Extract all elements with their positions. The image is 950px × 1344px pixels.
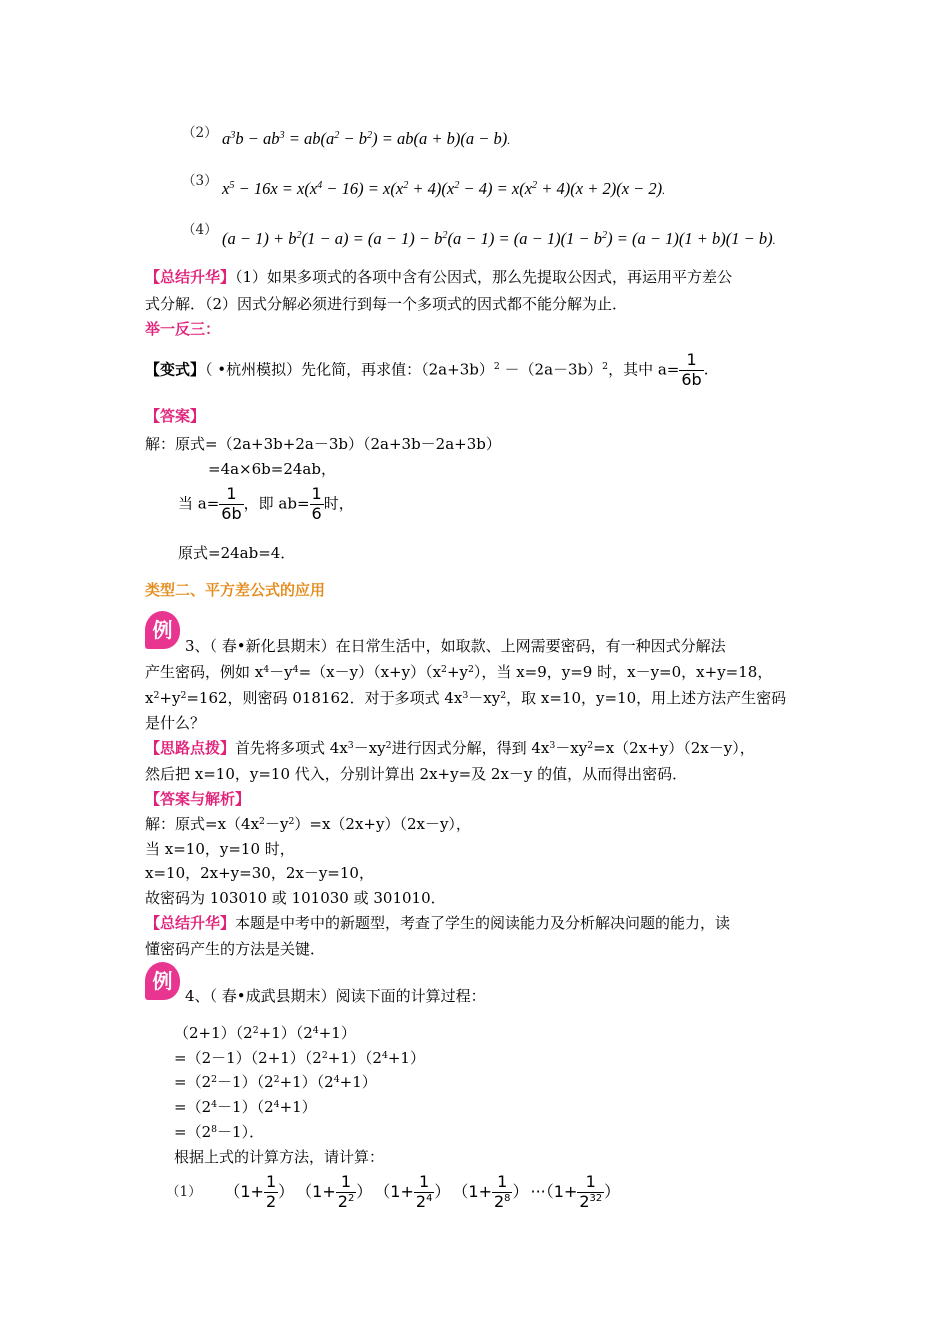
calc-line-5: $=(2^8-1)$． <box>174 1123 265 1141</box>
fraction: $\frac{1}{6b}$ <box>681 350 702 389</box>
summary-2-line-2: 懂密码产生的方法是关键． <box>145 940 326 958</box>
question-1 <box>166 1174 630 1211</box>
analysis-line-3: x=10，2x+y=30，2x－y=10， <box>145 864 374 882</box>
example-3 <box>182 173 218 189</box>
product-term: （1+ $\frac{1}{2^4}$ ） <box>382 1172 451 1211</box>
fraction: $\frac{1}{2^4}$ <box>415 1172 433 1211</box>
example-badge-icon: 例 <box>145 962 180 1000</box>
fraction: $\frac{1}{2^2}$ <box>337 1172 355 1211</box>
answer-line-3: 当 a= $\frac{1}{6b}$ ，即 ab= $\frac{1}{6}$ 时， <box>178 484 354 523</box>
calc-line-3: $=(2^2-1)(2^2+1)(2^4+1)$ <box>174 1073 377 1091</box>
analysis-line-1: 解：原式$=x(4x^2-y^2)=x(2x+y)(2x-y)$， <box>145 815 471 833</box>
calc-line-2: $=(2-1)(2+1)(2^2+1)(2^4+1)$ <box>174 1049 425 1067</box>
example-3-line-3: $x^2+y^2=162$，则密码 018162．对于多项式 $4x^3-xy^2$，取 x=10，y=10，用上述方法产生密码 <box>145 689 787 707</box>
summary-1-line-2: 式分解．（2）因式分解必须进行到每一个多项式的因式都不能分解为止． <box>145 295 628 313</box>
fraction: $\frac{1}{6}$ <box>311 484 322 523</box>
analysis-line-2: 当 x=10，y=10 时， <box>145 840 295 858</box>
fraction: $\frac{1}{2}$ <box>265 1172 277 1211</box>
formula-3: $x^5 - 16x = x(x^4 - 16) = x(x^2 + 4)(x^2 - 4) = x(x^2 + 4)(x + 2)(x - 2)$. <box>222 179 666 198</box>
summary-label: 【总结升华】 <box>145 268 236 286</box>
example-3-line-4: 是什么？ <box>145 714 206 732</box>
item-number: （4） <box>182 222 218 238</box>
fraction: $\frac{1}{2^{32}}$ <box>579 1172 603 1211</box>
answer-line-1: 解：原式=（2a+3b+2a－3b）（2a+3b－2a+3b） <box>145 435 501 453</box>
example-3-line-2: 产生密码，例如 $x^4-y^4=(x-y)(x+y)(x^2+y^2)$，当 x=9，y=9 时，x－y=0，x+y=18， <box>145 663 773 681</box>
hint-line-1: 【思路点拨】首先将多项式 $4x^3-xy^2$进行因式分解，得到 $4x^3-xy^2=x(2x+y)(2x-y)$， <box>145 739 755 757</box>
calc-line-4: $=(2^4-1)(2^4+1)$ <box>174 1098 317 1116</box>
juyifansan-heading: 举一反三： <box>145 320 221 338</box>
item-number: （3） <box>182 173 218 189</box>
fraction: $\frac{1}{6b}$ <box>221 484 242 523</box>
variant-label: 【变式】 <box>145 360 206 379</box>
hint-label: 【思路点拨】 <box>145 739 236 757</box>
example-4-formula <box>182 222 218 238</box>
question-1-terms <box>224 1172 630 1211</box>
example-badge-icon: 例 <box>145 611 180 649</box>
example-2 <box>182 125 218 141</box>
summary-1-line-1: 【总结升华】（1）如果多项式的各项中含有公因式，那么先提取公因式，再运用平方差公 <box>145 268 733 286</box>
product-term: （1+ $\frac{1}{2^8}$ ） <box>460 1172 521 1211</box>
answer-line-2: =4a×6b=24ab， <box>208 460 336 478</box>
analysis-label: 【答案与解析】 <box>145 790 251 808</box>
answer-label: 【答案】 <box>145 407 206 425</box>
variant-line: 【变式】（ •杭州模拟）先化简，再求值：$(2a+3b)^2 -(2a-3b)^2$，其中 a= $\frac{1}{6b}$ . <box>145 350 709 389</box>
example-4-line-1: 4、（ 春•成武县期末）阅读下面的计算过程： <box>185 987 486 1005</box>
formula-4: $(a - 1) + b^2(1 - a) = (a - 1) - b^2(a - 1) = (a - 1)(1 - b^2) = (a - 1)(1 + b)(1 - b)$. <box>222 229 776 248</box>
answer-line-4: 原式=24ab=4． <box>178 544 296 562</box>
analysis-line-4: 故密码为 103010 或 101030 或 301010． <box>145 889 446 907</box>
hint-line-2: 然后把 x=10，y=10 代入，分别计算出 2x+y=及 2x－y 的值，从而得出密码． <box>145 765 688 783</box>
product-term: （1+ $\frac{1}{2^2}$ ） <box>304 1172 373 1211</box>
instruction: 根据上式的计算方法，请计算： <box>174 1148 385 1166</box>
item-number: （1） <box>166 1184 202 1201</box>
product-term: （1+ $\frac{1}{2}$ ） <box>224 1172 295 1211</box>
item-number: （2） <box>182 125 218 141</box>
summary-2-line-1: 【总结升华】本题是中考中的新题型，考查了学生的阅读能力及分析解决问题的能力，读 <box>145 914 731 932</box>
fraction: $\frac{1}{2^8}$ <box>493 1172 511 1211</box>
example-3-line-1: 3、（ 春•新化县期末）在日常生活中，如取款、上网需要密码，有一种因式分解法 <box>185 637 726 655</box>
summary-label: 【总结升华】 <box>145 914 236 932</box>
calc-line-1: $(2+1)(2^2+1)(2^4+1)$ <box>174 1024 356 1042</box>
section-heading-type2: 类型二、平方差公式的应用 <box>145 581 326 599</box>
formula-2: $a^3b - ab^3 = ab(a^2 - b^2) = ab(a + b)(a - b)$. <box>222 129 511 148</box>
product-term: ···（1+ $\frac{1}{2^{32}}$ ） <box>530 1172 621 1211</box>
